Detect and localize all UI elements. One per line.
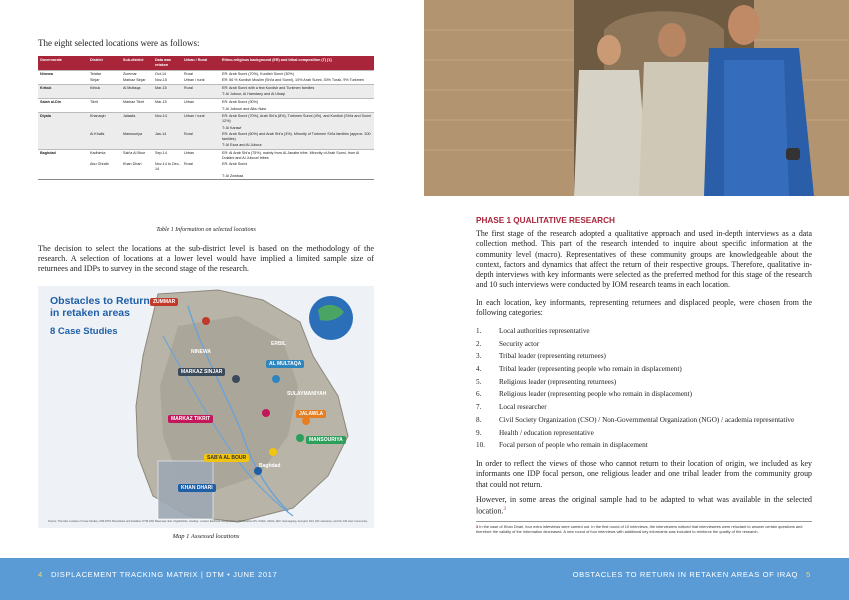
cell-district: Abu Ghraib [90,162,109,167]
category-item [476,365,812,378]
category-number: 2. [476,339,482,348]
methodology-paragraph: The decision to select the locations at the sub-district level is based on the methodology of the research. A selection of locations at a lower level would have implied a limited sample size of returnees and IDPs to survey in the second stage of the research. [38,244,374,274]
cell-subdistrict [121,142,153,149]
phase1-paragraph: The first stage of the research adopted a qualitative approach and used in-depth interviews as a data collection method. This part of the research intended to inquire about specific information at the community level (macro). Representatives of these community groups are knowledgeable about the context, factors and dynamics that affect the return of their respective groups. Therefore, qualitative in-depth interviews with key informants were selected as the preferred method for this stage of the research and 10 such interviews were conducted by IOM research teams in each location. [476,229,812,290]
informant-categories-list [476,327,812,454]
label-baghdad: Baghdad [259,463,281,469]
cell-ethno: ER: Al Arab Shi'a (75%), mainly from Al-Janabe tribe. Minority of Arab Sunni, from Al Dulaimi and Al Jubouri tribes [220,150,374,162]
cell-ethno: ER: Arab Sunni (90%) [220,99,374,106]
map-subtitle: 8 Case Studies [50,326,118,337]
cell-subdistrict: Markaz Tikrit [121,99,153,106]
label-khan-dhari: KHAN DHARI [178,484,216,492]
col-district: District [88,56,121,70]
category-number: 8. [476,415,482,424]
table-row [38,125,374,132]
table-row [38,77,374,84]
footer-right [573,570,811,579]
table-intro: The eight selected locations were as follows: [38,38,200,48]
footer-right-text: OBSTACLES TO RETURN IN RETAKEN AREAS OF IRAQ [572,570,799,579]
cell-urban-rural [182,125,220,132]
category-item [476,403,812,416]
cell-district: Kirkuk [88,84,121,91]
cell-governorate [38,125,88,132]
category-item [476,378,812,391]
table-row [38,84,374,91]
footnote-ref[interactable]: 3 [503,507,506,513]
cell-governorate: Kirkuk [38,84,88,91]
cell-urban-rural: Urban [182,99,220,106]
cell-subdistrict [121,125,153,132]
cell-ethno: T: Al Karawi [220,125,374,132]
cell-date [153,91,182,98]
cell-date: Nov-14 [153,113,182,125]
cell-date: Mar-15 [153,84,182,91]
cell-urban-rural: Rural [182,131,220,142]
page-footer [0,558,849,600]
locations-table [38,56,374,180]
cell-urban-rural [182,173,220,180]
cell-date: Sep-14 [153,150,182,162]
photo-illustration [424,0,849,196]
map-caption: Map 1 Assessed locations [172,533,240,540]
cell-governorate [38,173,88,180]
cell-subdistrict [121,173,153,180]
cell-governorate [38,77,88,84]
cell-urban-rural: Rural [182,84,220,91]
col-ethno: Ethno-religious background (ER) and tribal composition (T) [1] [220,56,374,70]
idp-views-paragraph: In order to reflect the views of those who cannot return to their location of origin, we included as key informants one IDP focal person, one religious leader and one tribal leader from the community group that could not return. [476,459,812,489]
cell-governorate [38,161,88,172]
cell-district [88,91,121,98]
cell-subdistrict: Mansouriya [121,131,153,142]
label-jalawla: JALAWLA [296,410,326,418]
categories-intro: In each location, key informants, representing returnees and displaced people, were chosen from the following categories: [476,298,812,318]
left-page [0,0,424,558]
cell-ethno: ER: Arab Sunni (70%), Arab Shi'a (8%), Turkmen Sunni (4%), and Kurdish (Shi'a and Sunni 12%) [220,113,374,125]
cell-subdistrict: Zummar [121,70,153,77]
cell-governorate [38,142,88,149]
cell-district [88,142,121,149]
category-number: 3. [476,352,482,361]
cell-date: Oct-14 [153,70,182,77]
label-erbil: ERBIL [271,341,286,347]
label-zummar: ZUMMAR [150,298,178,306]
cell-district: Khanaqin [88,113,121,125]
cell-governorate [38,106,88,113]
table-row [38,70,374,77]
footnote [476,524,816,534]
cell-subdistrict [121,91,153,98]
cell-urban-rural: Urban / rural [184,78,205,83]
label-markaz-sinjar: MARKAZ SINJAR [178,368,225,376]
cell-district [88,125,121,132]
table-row [38,131,374,142]
cell-district: Tikrit [88,99,121,106]
cell-ethno: ER: Arab Sunni (70%), Kurdish Sunni (30%) [220,70,374,77]
category-number: 4. [476,365,482,374]
category-item [476,390,812,403]
cell-urban-rural [182,142,220,149]
cell-date [153,142,182,149]
cell-urban-rural: Rural [184,162,193,167]
interview-photo [424,0,849,196]
footer-left [38,570,277,579]
footnote-number: 3 [476,524,479,529]
cell-date [153,106,182,113]
label-ninewa: NINEWA [191,349,211,355]
cell-ethno: ER: Arab Sunni with a few Kurdish and Turkmen families [220,84,374,91]
category-text: Tribal leader (representing people who remain in displacement) [499,365,682,374]
category-number: 1. [476,327,482,335]
cell-urban-rural: Urban / rural [182,113,220,125]
label-saba-al-bour: SAB'A AL BOUR [204,454,249,462]
category-text: Security actor [499,339,540,348]
cell-governorate [38,91,88,98]
footnote-divider [476,521,812,522]
cell-ethno: T: Al Jobouri and Albu Nasr [222,106,267,111]
cell-district [88,173,121,180]
cell-governorate: Ninewa [38,70,88,77]
category-number: 9. [476,428,482,437]
cell-ethno: ER: Arab Sunni [222,162,248,167]
right-page-number: 5 [806,570,811,579]
footnote-text: In the case of Khan Dhari, four extra interviews were carried out. In the first round of 10 interviews, the interviewers noticed that interviewees were reluctant to answer certain questions and therefore the validity of the information decreased. A new round of four interviews with additional key informants was included to reinforce the quality of the research. [476,524,803,534]
category-item [476,327,812,340]
case-study-map [38,286,374,528]
cell-urban-rural: Rural [182,70,220,77]
label-mansouriya: MANSOURIYA [306,436,346,444]
cell-governorate [38,131,88,142]
label-markaz-tikrit: MARKAZ TIKRIT [168,415,213,423]
cell-subdistrict: Khan Dhari [123,162,142,167]
table-row [38,113,374,125]
cell-urban-rural [182,91,220,98]
cell-subdistrict [121,106,153,113]
category-number: 5. [476,377,482,386]
category-number: 10. [476,441,485,450]
cell-subdistrict: Jalawla [121,113,153,125]
sample-adapted-text: However, in some areas the original sample had to be adapted to what was available in the selected location. [476,495,812,516]
cell-district [88,106,121,113]
category-number: 7. [476,403,482,412]
map-title [50,295,150,319]
category-number: 6. [476,390,482,399]
category-item [476,352,812,365]
category-text: Health / education representative [499,428,594,437]
table-row [38,173,374,180]
cell-subdistrict: Al Multaqa [121,84,153,91]
category-text: Local authorities representative [499,327,590,335]
section-title: PHASE 1 QUALITATIVE RESEARCH [476,216,615,225]
category-item [476,441,812,454]
table-row [38,91,374,98]
cell-ethno: T: Al Ezza and Al Jubour [220,142,374,149]
category-text: Religious leader (representing people who remain in displacement) [499,390,692,399]
table-row [38,99,374,106]
table-caption: Table 1 Information on selected locations [156,227,256,233]
cell-ethno: T: Al Jubour, Al Hamdany and Al Ubaqi [220,91,374,98]
cell-date: Jan-14 [153,131,182,142]
category-text: Focal person of people who remain in displacement [499,441,648,450]
sample-adapted-paragraph [476,495,812,517]
category-text: Religious leader (representing returnees) [499,377,617,386]
col-subdistrict: Sub-district [121,56,153,70]
cell-ethno: T: Al Zowbaa [220,173,374,180]
cell-governorate: Diyala [38,113,88,125]
cell-ethno: ER: 56 % Kurdish Muslim (Shi'a and Sunni), 10% Arab Sunni, 30% Turak, 9% Turkmen [222,78,364,83]
footer-left-text: DISPLACEMENT TRACKING MATRIX | DTM • JUNE 2017 [50,570,278,579]
map-title-line2: in retaken areas [50,307,130,319]
cell-date: Nov-14 to Dec-14 [155,162,180,171]
cell-date: Nov-15 [155,78,167,83]
cell-date [153,125,182,132]
category-text: Civil Society Organization (CSO) / Non-Governmental Organization (NGO) / academia representative [499,415,795,424]
map-source-note: Source: Thematic Location of Case Studies, IOM-DTM; Boundaries and localities: DTM-IOM. Basemap: Esri, DigitalGlobe, GeoEye, i-cubed, Earthstar Geographics, CNES/Airbus DS, USDA, USGS, AEX, Getmapping, Aerogrid, IGN, IGP, swisstopo, and the GIS User Community. [48,520,368,523]
category-text: Local researcher [499,403,547,412]
cell-governorate: Salah al-Din [38,99,88,106]
cell-governorate: Baghdad [38,150,88,162]
cell-date: Mar-15 [153,99,182,106]
map-title-line1: Obstacles to Return [50,295,150,307]
left-page-number: 4 [38,570,43,579]
table-row [38,142,374,149]
cell-district: Sinjar [90,78,100,83]
category-item [476,416,812,429]
cell-ethno: ER: Arab Sunni (60%) and Arab Shi'a (3%). Minority of Turkmen Shi'a families (approx. 300 families) [220,131,374,142]
cell-date [153,173,182,180]
cell-district: Al Khalis [88,131,121,142]
cell-urban-rural: Urban [182,150,220,162]
category-item [476,429,812,442]
col-governorate: Governorate [38,56,88,70]
category-text: Tribal leader (representing returnees) [499,352,606,361]
cell-district: Kadhimia [88,150,121,162]
col-date: Data was retaken [153,56,182,70]
category-item [476,340,812,353]
cell-urban-rural [182,106,220,113]
table-header-row [38,56,374,70]
label-sulaymaniyah: SULAYMANIYAH [287,391,327,397]
table-row [38,106,374,113]
table-row [38,161,374,172]
cell-subdistrict: Markaz Sinjar [123,78,146,83]
right-page [424,0,849,558]
col-urban-rural: Urban / Rural [182,56,220,70]
label-al-multaqa: AL MULTAQA [266,360,304,368]
cell-district: Telafar [88,70,121,77]
table-row [38,150,374,162]
cell-subdistrict: Sab'a Al Bour [121,150,153,162]
